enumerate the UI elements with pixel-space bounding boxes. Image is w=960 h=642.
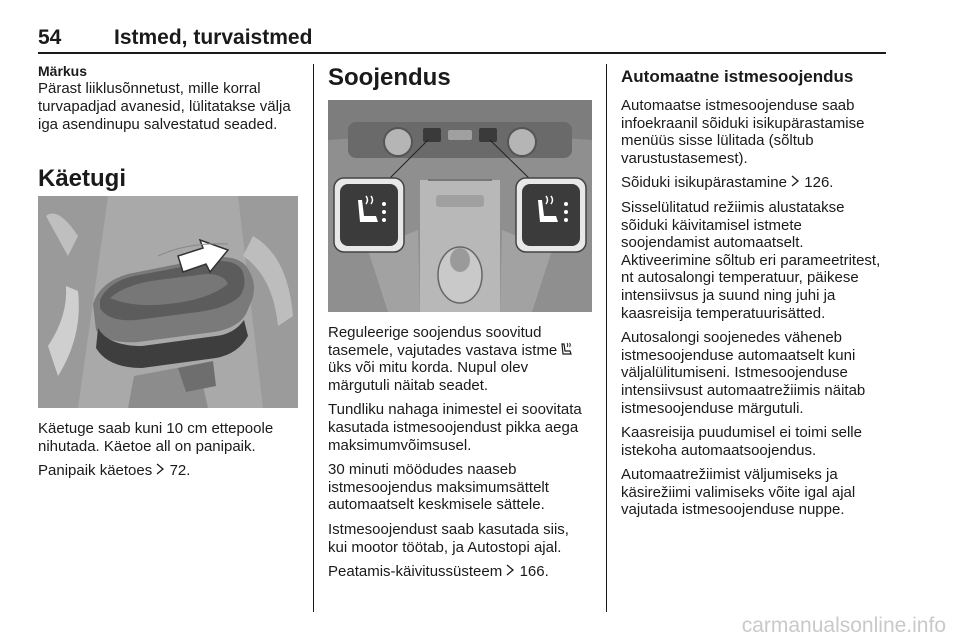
page-reference-arrow-icon (156, 462, 165, 479)
watermark: carmanualsonline.info (741, 614, 946, 637)
note-title: Märkus (38, 63, 88, 79)
armrest-illustration (38, 196, 298, 408)
column-divider (313, 64, 314, 612)
personalisation-reference: Sõiduki isikupärastamine 126. (621, 174, 834, 192)
header-divider (38, 52, 886, 54)
storage-reference: Panipaik käetoes 72. (38, 462, 191, 480)
page-reference-link[interactable]: 166. (519, 563, 549, 581)
seat-heating-icon (561, 343, 573, 358)
stop-start-reference: Peatamis-käivitussüsteem 166. (328, 563, 549, 581)
page-reference-arrow-icon (506, 563, 515, 580)
heating-paragraph-4: Istmesoojendust saab kasutada siis, kui mootor töötab, ja Autostopi ajal. (328, 520, 569, 556)
page-reference-arrow-icon (791, 174, 800, 191)
auto-paragraph-5: Kaasreisija puudumisel ei toimi selle istekoha automaatsoojendus. (621, 424, 862, 459)
section-title: Istmed, turvaistmed (114, 26, 313, 49)
armrest-heading: Käetugi (38, 165, 127, 192)
heating-paragraph-3: 30 minuti möödudes naaseb istmesoojendus maksimumsättelt automaatselt keskmisele sättele. (328, 461, 549, 514)
heating-text (328, 324, 592, 581)
armrest-text (38, 420, 300, 480)
heating-paragraph-2: Tundliku nahaga inimestel ei soovitata kasutada istmesoojendust pikka aega maksimumvõimsusel. (328, 401, 582, 454)
auto-paragraph-1: Automaatse istmesoojenduse saab infoekraanil sõiduki isikupärastamise menüüs sisse lülitada (sõltub varustustasemest). (621, 97, 865, 167)
auto-paragraph-6: Automaatrežiimist väljumiseks ja käsirežiimi valimiseks võite igal ajal vajutada istmesoojenduse nuppe. (621, 466, 856, 519)
auto-paragraph-4: Autosalongi soojenedes väheneb istmesoojenduse automaatselt kuni väljalülitumiseni. Istmesoojenduse intensiivsust automaatrežiimis näitab istmesoojenduse märgutuli. (621, 329, 866, 417)
page-number: 54 (38, 26, 62, 49)
page-reference-link[interactable]: 126. (804, 174, 834, 192)
note-text: Pärast liiklusõnnetust, mille korral turvapadjad avanesid, lülitatakse välja iga asendinupu salvestatud seaded. (38, 80, 291, 133)
page-reference-link[interactable]: 72. (169, 462, 191, 480)
page-header (38, 26, 886, 52)
column-divider (606, 64, 607, 612)
heating-paragraph-1: Reguleerige soojendus soovitud tasemele, vajutades vastava istme üks või mitu korda. Nupul olev märgutuli näitab seadet. (328, 324, 592, 394)
auto-paragraph-3: Sisselülitatud režiimis alustatakse sõiduki käivitamisel istmete soojendamist automaatselt. Aktiveerimine sõltub eri parameetritest, nt autosalongi temperatuur, päikese intensiivsus ja suund ning juhi ja kaasreisija temperatuurisätted. (621, 198, 881, 322)
heating-heading: Soojendus (328, 64, 451, 91)
seat-heating-illustration (328, 100, 592, 312)
column-left (38, 64, 300, 134)
armrest-paragraph: Käetuge saab kuni 10 cm ettepoole nihutada. Käetoe all on panipaik. (38, 420, 274, 455)
auto-heating-heading: Automaatne istmesoojendus (621, 67, 854, 86)
auto-heating-text (621, 97, 889, 519)
